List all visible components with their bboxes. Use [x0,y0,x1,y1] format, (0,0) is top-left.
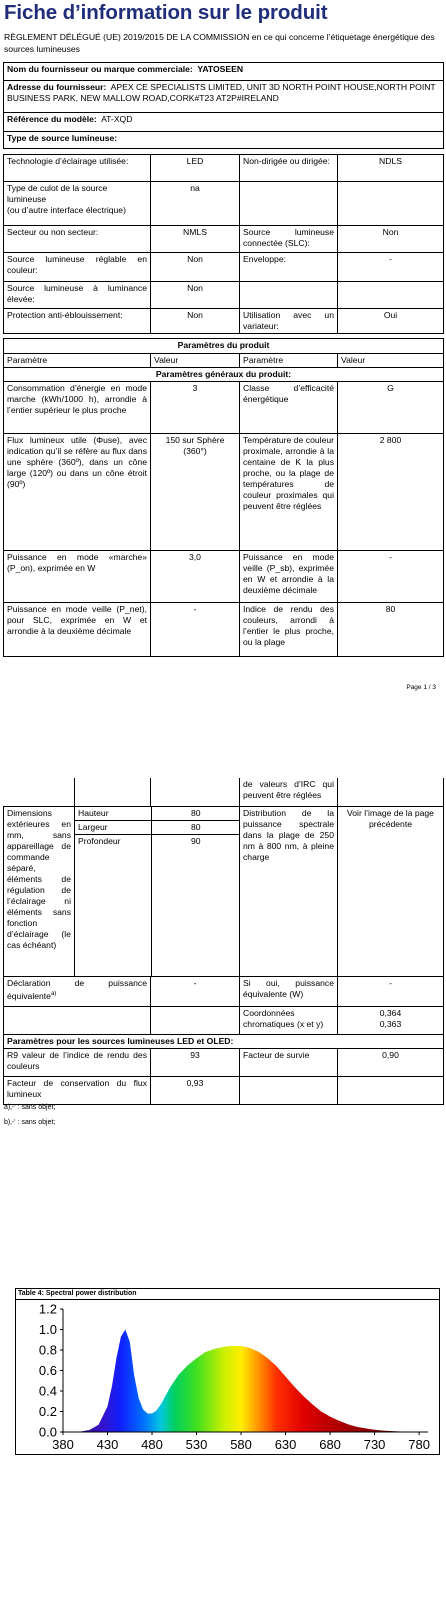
spectral-chart-svg [16,1299,441,1455]
chart-title: Table 4: Spectral power distribution [18,1290,137,1297]
x-tick-label: 730 [363,1437,386,1452]
table-row: Puissance en mode «marche» (P_on), exprimée en W 3,0 Puissance en mode veille (P_sb), exprimée en W et arrondie à la deuxième décimale - [4,551,444,603]
table-row: Type de culot de la source lumineuse (ou d’autre interface électrique) na [4,182,444,226]
page-number: Page 1 / 3 [406,684,436,691]
dimensions-row: Dimensions extérieures en mm, sans appareillage de commande séparé, éléments de régulation de l’éclairage ni éléments sans fonction d’éclairage (le cas échéant) Hauteur 80 Largeur 80 Profondeur 90 Distribution de la puissance spectrale dans la plage de 250 nm à 800 nm, à pleine charge Voir l’image de la page précédente [4,806,444,977]
table-row: Déclaration de puissance équivalente$^{a)}$ - Si oui, puissance équivalente (W) - [4,977,444,1007]
table-row: Technologie d’éclairage utilisée: LED Non-dirigée ou dirigée: NDLS [4,155,444,182]
address-row: Adresse du fournisseur: APEX CE SPECIALISTS LIMITED, UNIT 3D NORTH POINT HOUSE,NORTH POINT BUSINESS PARK, NEW MALLOW ROAD,CORK#T23 AT2P#IRELAND [4,81,444,113]
x-tick-label: 480 [141,1437,163,1452]
product-params-table [3,338,444,657]
table-row: Consommation d’énergie en mode marche (kWh/1000 h), arrondie à l’entier supérieur le plus proche 3 Classe d’efficacité énergétique G [4,382,444,434]
table-row: Source lumineuse réglable en couleur: Non Enveloppe: - [4,253,444,282]
y-tick-label: 1.0 [38,1322,57,1337]
params-title: Paramètres du produit [4,339,444,354]
model-row: Référence du modèle: AT-XQD [4,113,444,132]
y-tick-label: 1.2 [38,1301,57,1317]
table-row: Facteur de conservation du flux lumineux 0,93 [4,1077,444,1105]
footnote-b: b)‚-‘ : sans objet; [4,1119,56,1126]
x-tick-label: 430 [96,1437,119,1452]
table-row: Coordonnées chromatiques (x et y) 0,364 0,363 [4,1007,444,1035]
page2-table [3,778,444,1105]
y-tick-label: 0.8 [38,1342,57,1358]
table-row: R9 valeur de l’indice de rendu des couleurs 93 Facteur de survie 0,90 [4,1049,444,1077]
table-row: de valeurs d’IRC qui peuvent être réglées [4,778,444,806]
source-type-header: Type de source lumineuse: [4,132,444,149]
y-tick-label: 0.4 [38,1383,57,1399]
dim-row-height: Hauteur 80 [75,807,240,821]
table-row: Flux lumineux utile (Φuse), avec indication qu’il se réfère au flux dans une sphère (360º), dans un cône large (120º) ou dans un cône étroit (90º) 150 sur Sphère (360°) Température de couleur proximale, arrondie à la centaine de K la plus proche, ou la plage de températures de couleur proximales qui peuvent être réglées 2 800 [4,434,444,551]
footnote-a: a)‚-‘ : sans objet; [4,1104,56,1111]
dim-row-width: Largeur 80 [75,820,240,834]
spectral-chart [15,1288,440,1455]
table-row: Source lumineuse à luminance élevée: Non [4,282,444,309]
table-row: Protection anti-éblouissement: Non Utilisation avec un variateur: Oui [4,309,444,334]
x-tick-label: 630 [274,1437,297,1452]
regulation-text: RÈGLEMENT DÉLÉGUÉ (UE) 2019/2015 DE LA COMMISSION en ce qui concerne l’étiquetage énergétique des sources lumineuses [4,32,435,54]
table-row: Secteur ou non secteur: NMLS Source lumineuse connectée (SLC): Non [4,226,444,253]
led-params-title: Paramètres pour les sources lumineuses LED et OLED: [4,1035,444,1049]
x-tick-label: 780 [408,1437,430,1452]
page-title: Fiche d’information sur le produit [4,1,328,24]
x-tick-label: 580 [230,1437,252,1452]
supplier-table [3,62,444,149]
x-tick-label: 380 [52,1437,74,1452]
table-row: Puissance en mode veille (P_net), pour SLC, exprimée en W et arrondie à la deuxième décimale - Indice de rendu des couleurs, arrondi à l’entier le plus proche, ou la plage 80 [4,603,444,657]
y-tick-label: 0.2 [38,1404,57,1419]
params-header-row: Paramètre Valeur Paramètre Valeur [4,354,444,368]
dim-row-depth: Profondeur 90 [75,834,240,976]
source-type-table [3,154,444,334]
general-params-title: Paramètres généraux du produit: [4,368,444,382]
spectral-area [63,1330,428,1433]
supplier-row: Nom du fournisseur ou marque commerciale: YATOSEEN [4,63,444,81]
y-tick-label: 0.0 [38,1424,57,1440]
x-tick-label: 680 [319,1437,341,1452]
y-tick-label: 0.6 [38,1363,57,1378]
x-tick-label: 530 [185,1437,208,1452]
